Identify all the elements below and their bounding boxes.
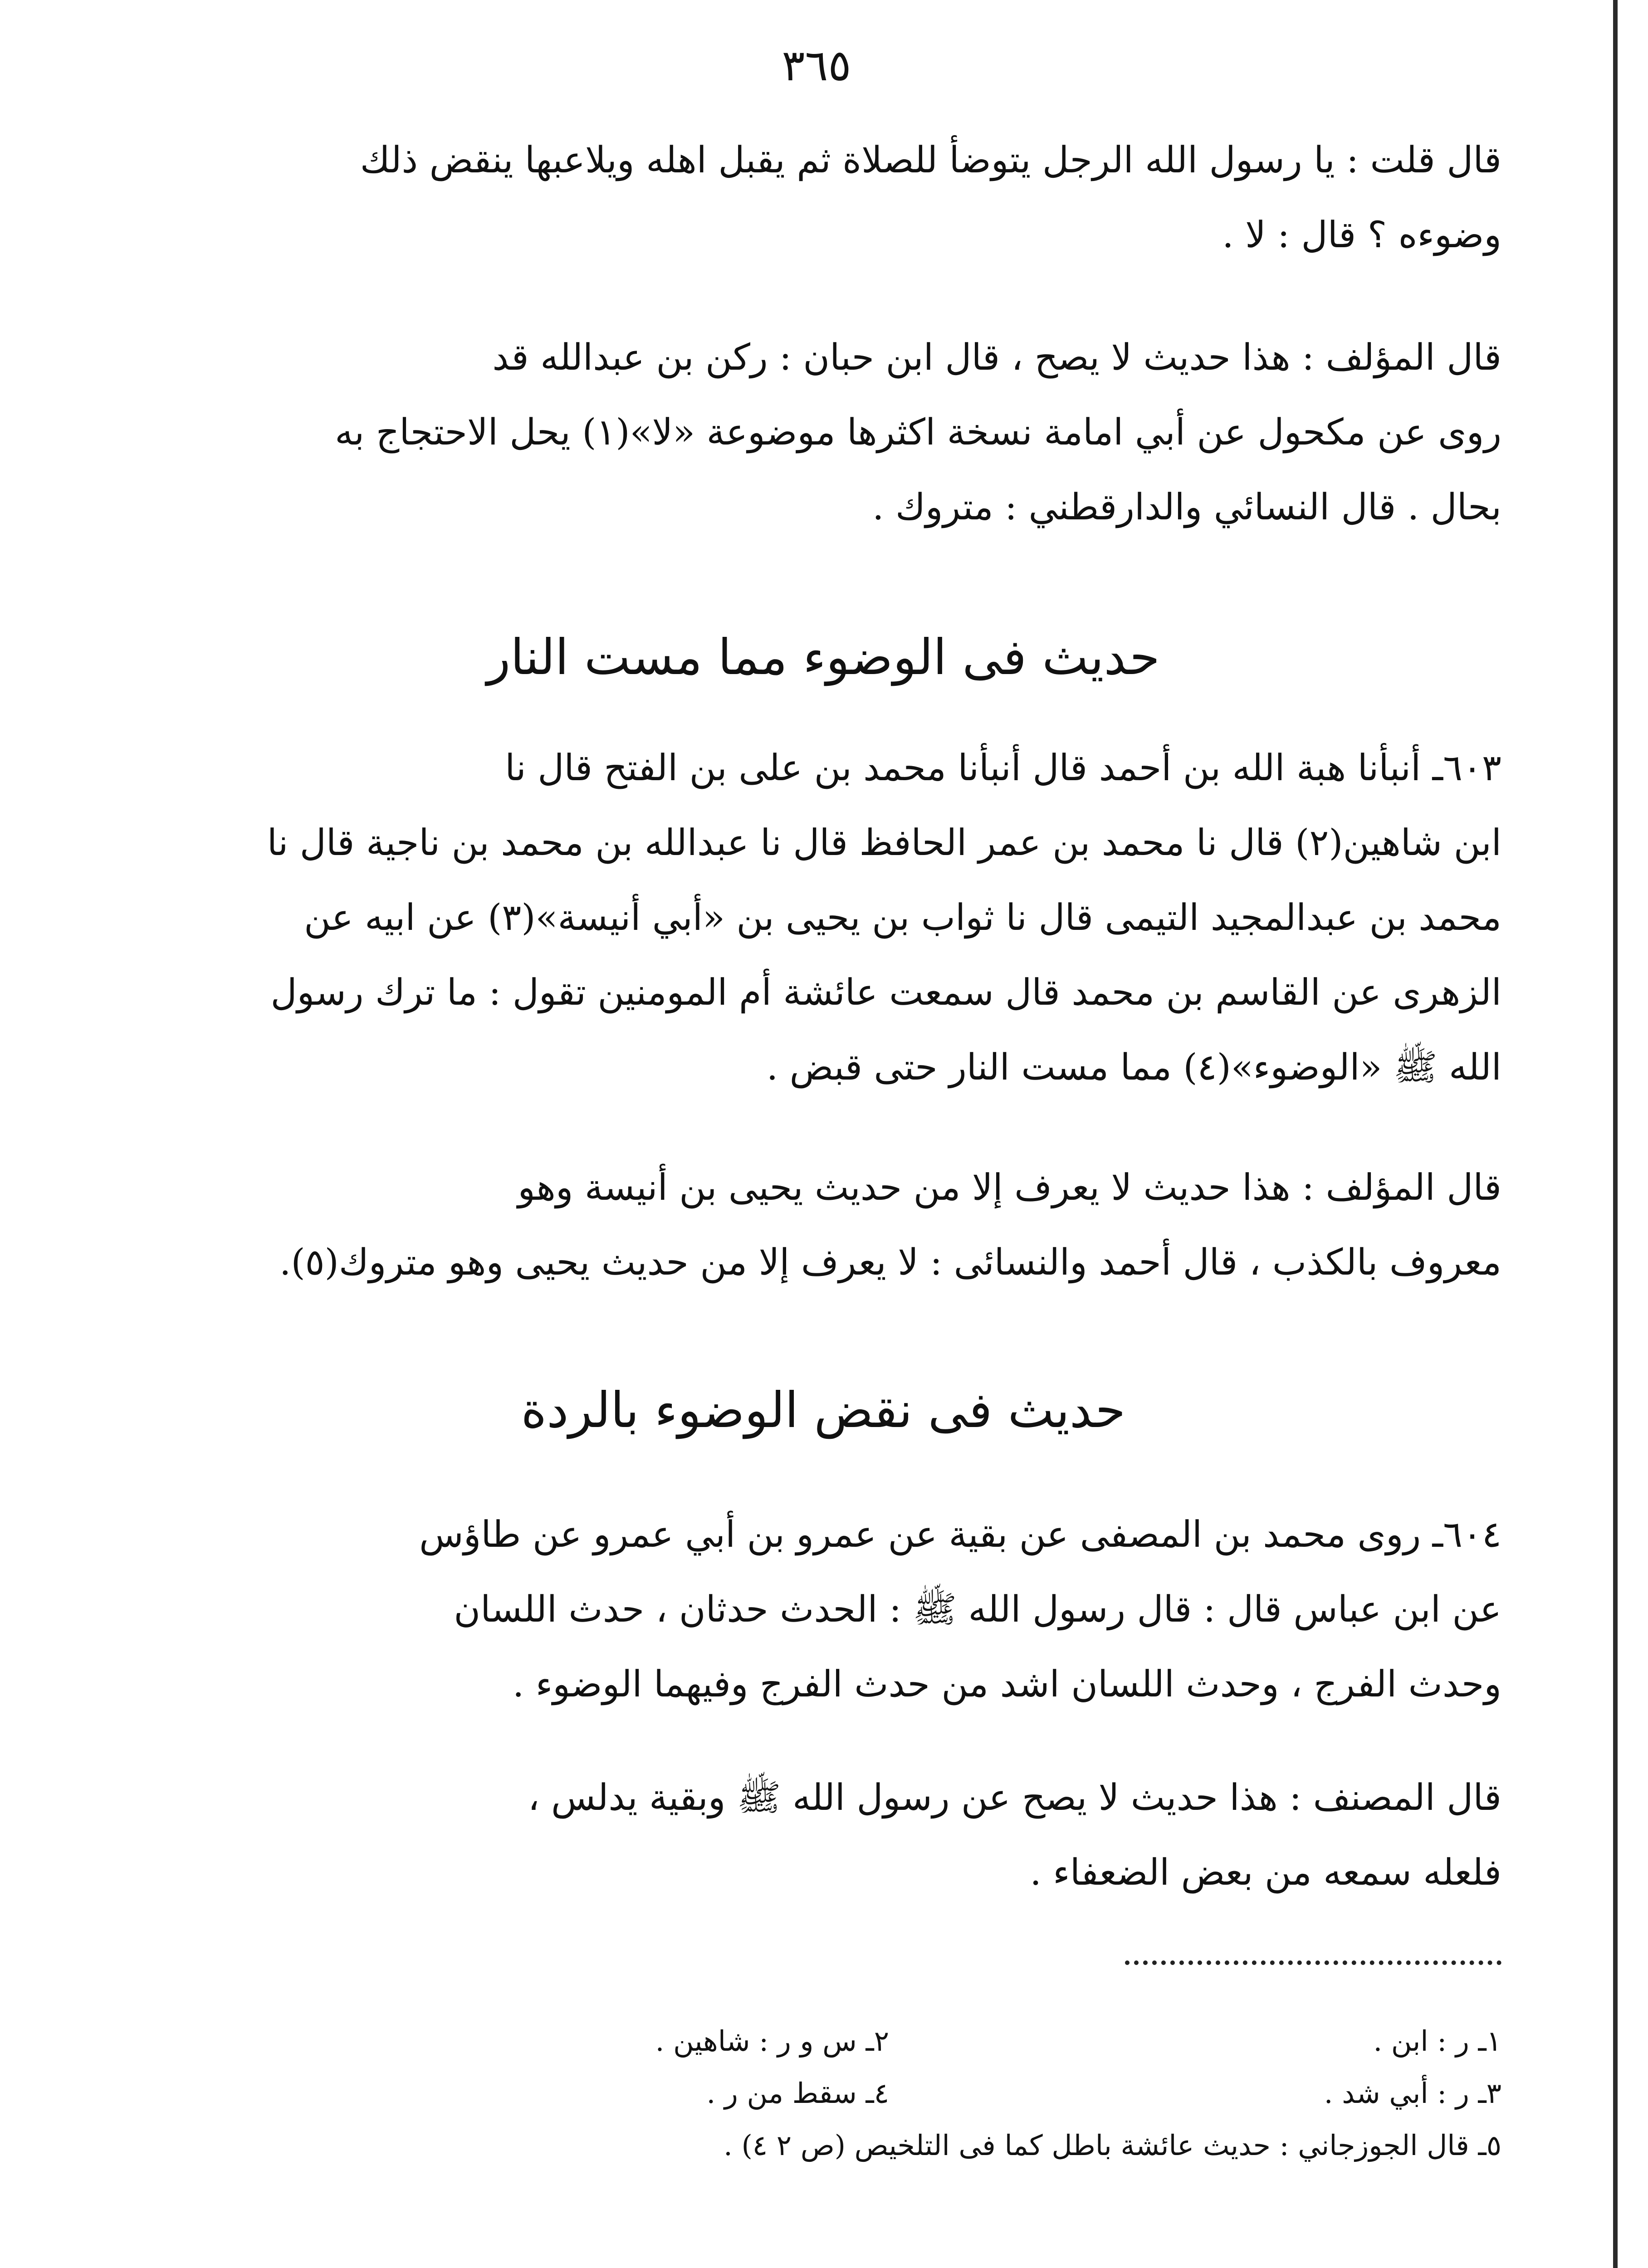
text-line: قال المؤلف : هذا حديث لا يعرف إلا من حديث يحيى بن أنيسة وهو <box>518 1166 1501 1208</box>
text-line: الزهرى عن القاسم بن محمد قال سمعت عائشة أم المومنين تقول : ما ترك رسول <box>270 971 1501 1013</box>
footnote-5: ٥ـ قال الجوزجاني : حديث عائشة باطل كما فى التلخيص (ص ٢ ٤) . <box>724 2129 1501 2162</box>
text-line: معروف بالكذب ، قال أحمد والنسائى : لا يعرف إلا من حديث يحيى وهو متروك(٥). <box>279 1241 1501 1283</box>
text-line: ابن شاهين(٢) قال نا محمد بن عمر الحافظ قال نا عبدالله بن محمد بن ناجية قال نا <box>267 821 1501 864</box>
text-line: وضوءه ؟ قال : لا . <box>1222 214 1501 256</box>
page-number: ٣٦٥ <box>782 41 851 91</box>
hadith-603 <box>145 730 1501 1105</box>
text-line: قال قلت : يا رسول الله الرجل يتوضأ للصلاة ثم يقبل اهله ويلاعبها ينقض ذلك <box>360 139 1501 181</box>
footnote-separator <box>1125 1960 1501 1965</box>
text-line: عن ابن عباس قال : قال رسول الله ﷺ : الحدث حدثان ، حدث اللسان <box>454 1588 1501 1630</box>
text-line: بحال . قال النسائي والدارقطني : متروك . <box>872 486 1501 528</box>
footnote-row-3 <box>145 2123 1501 2168</box>
text-line: الله ﷺ «الوضوء»(٤) مما مست النار حتى قبض . <box>766 1046 1501 1088</box>
author-comment-3 <box>145 1760 1501 1910</box>
text-line: محمد بن عبدالمجيد التيمى قال نا ثواب بن يحيى بن «أبي أنيسة»(٣) عن ابيه عن <box>304 896 1501 938</box>
text-line: فلعله سمعه من بعض الضعفاء . <box>1030 1851 1501 1893</box>
text-line: وحدث الفرج ، وحدث اللسان اشد من حدث الفرج وفيهما الوضوء . <box>512 1663 1501 1705</box>
section-heading-2: حديث فى نقض الوضوء بالردة <box>521 1382 1126 1439</box>
hadith-continuation <box>145 122 1501 272</box>
footnote-row-1 <box>145 2019 1501 2064</box>
author-comment-1 <box>145 320 1501 544</box>
footnote-row-2 <box>145 2071 1501 2116</box>
section-heading-1: حديث فى الوضوء مما مست النار <box>487 629 1160 686</box>
text-line: روى عن مكحول عن أبي امامة نسخة اكثرها موضوعة «لا»(١) يحل الاحتجاج به <box>335 411 1501 453</box>
hadith-604 <box>145 1497 1501 1721</box>
text-line: ٦٠٣ـ أنبأنا هبة الله بن أحمد قال أنبأنا محمد بن على بن الفتح قال نا <box>505 747 1501 789</box>
footnote-4: ٤ـ سقط من ر . <box>706 2077 889 2110</box>
text-line: ٦٠٤ـ روى محمد بن المصفى عن بقية عن عمرو بن أبي عمرو عن طاؤس <box>419 1513 1501 1555</box>
footnote-3: ٣ـ ر : أبي شد . <box>1324 2077 1501 2110</box>
author-comment-2 <box>145 1150 1501 1300</box>
text-line: قال المصنف : هذا حديث لا يصح عن رسول الله ﷺ وبقية يدلس ، <box>528 1776 1501 1818</box>
text-line: قال المؤلف : هذا حديث لا يصح ، قال ابن حبان : ركن بن عبدالله قد <box>492 336 1501 378</box>
footnote-2: ٢ـ س و ر : شاهين . <box>655 2024 889 2058</box>
page-edge-rule <box>1613 0 1618 2268</box>
footnote-1: ١ـ ر : ابن . <box>1373 2024 1501 2058</box>
